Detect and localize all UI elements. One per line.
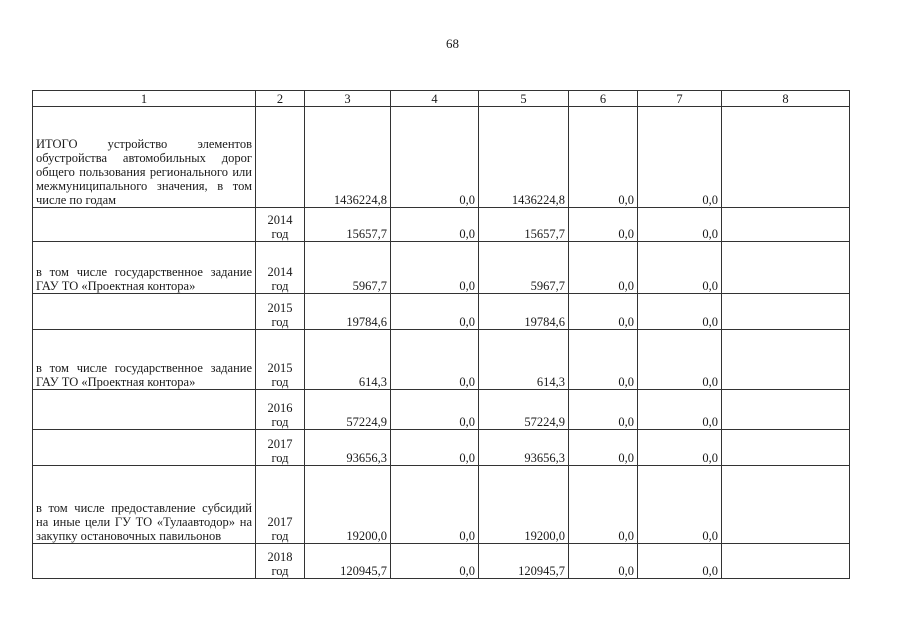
table-row [33, 330, 850, 390]
row-description: в том числе государственное задание ГАУ ТО «Проектная контора» [33, 330, 256, 390]
cell-col7: 0,0 [638, 430, 722, 466]
cell-col4: 0,0 [391, 544, 479, 579]
table-row [33, 208, 850, 242]
cell-col5: 15657,7 [479, 208, 569, 242]
cell-col7: 0,0 [638, 390, 722, 430]
cell-col5: 5967,7 [479, 242, 569, 294]
cell-col6: 0,0 [569, 544, 638, 579]
table-row [33, 466, 850, 544]
row-year: 2014 год [256, 208, 305, 242]
cell-col3: 57224,9 [305, 390, 391, 430]
cell-col3: 93656,3 [305, 430, 391, 466]
row-description: ИТОГО устройство элементов обустройства автомобильных дорог общего пользования регионального или межмуниципального значения, в том числе по годам [33, 107, 256, 208]
cell-col5: 1436224,8 [479, 107, 569, 208]
cell-col4: 0,0 [391, 107, 479, 208]
row-year [256, 107, 305, 208]
row-year: 2017 год [256, 430, 305, 466]
cell-col4: 0,0 [391, 430, 479, 466]
row-description: в том числе государственное задание ГАУ ТО «Проектная контора» [33, 242, 256, 294]
table-row [33, 390, 850, 430]
table-row [33, 242, 850, 294]
cell-col7: 0,0 [638, 330, 722, 390]
cell-col8 [722, 294, 850, 330]
cell-col7: 0,0 [638, 294, 722, 330]
row-description: в том числе предоставление субсидий на иные цели ГУ ТО «Тулаавтодор» на закупку остановочных павильонов [33, 466, 256, 544]
column-number: 4 [391, 91, 479, 107]
cell-col6: 0,0 [569, 330, 638, 390]
table-row [33, 107, 850, 208]
column-number: 2 [256, 91, 305, 107]
cell-col6: 0,0 [569, 466, 638, 544]
row-year: 2014 год [256, 242, 305, 294]
page-number: 68 [446, 36, 459, 51]
row-year: 2015 год [256, 330, 305, 390]
cell-col3: 1436224,8 [305, 107, 391, 208]
cell-col7: 0,0 [638, 107, 722, 208]
column-number: 6 [569, 91, 638, 107]
cell-col3: 15657,7 [305, 208, 391, 242]
column-number: 1 [33, 91, 256, 107]
row-year: 2017 год [256, 466, 305, 544]
row-description [33, 430, 256, 466]
row-year: 2018 год [256, 544, 305, 579]
column-number: 5 [479, 91, 569, 107]
cell-col8 [722, 107, 850, 208]
row-description [33, 390, 256, 430]
cell-col6: 0,0 [569, 107, 638, 208]
cell-col5: 614,3 [479, 330, 569, 390]
cell-col5: 19784,6 [479, 294, 569, 330]
column-number: 8 [722, 91, 850, 107]
column-number-row [33, 91, 850, 107]
row-description [33, 294, 256, 330]
cell-col5: 19200,0 [479, 466, 569, 544]
cell-col8 [722, 330, 850, 390]
cell-col7: 0,0 [638, 208, 722, 242]
column-number: 3 [305, 91, 391, 107]
table-row [33, 294, 850, 330]
cell-col4: 0,0 [391, 242, 479, 294]
cell-col3: 614,3 [305, 330, 391, 390]
cell-col7: 0,0 [638, 544, 722, 579]
table-row [33, 430, 850, 466]
cell-col8 [722, 390, 850, 430]
cell-col5: 57224,9 [479, 390, 569, 430]
row-year: 2016 год [256, 390, 305, 430]
cell-col6: 0,0 [569, 390, 638, 430]
cell-col4: 0,0 [391, 330, 479, 390]
cell-col6: 0,0 [569, 430, 638, 466]
cell-col4: 0,0 [391, 390, 479, 430]
budget-table [32, 90, 850, 579]
row-description [33, 544, 256, 579]
cell-col8 [722, 466, 850, 544]
cell-col6: 0,0 [569, 208, 638, 242]
cell-col6: 0,0 [569, 294, 638, 330]
cell-col5: 93656,3 [479, 430, 569, 466]
cell-col5: 120945,7 [479, 544, 569, 579]
cell-col3: 19200,0 [305, 466, 391, 544]
table-row [33, 544, 850, 579]
cell-col8 [722, 208, 850, 242]
cell-col6: 0,0 [569, 242, 638, 294]
cell-col8 [722, 242, 850, 294]
cell-col7: 0,0 [638, 242, 722, 294]
row-year: 2015 год [256, 294, 305, 330]
cell-col7: 0,0 [638, 466, 722, 544]
cell-col4: 0,0 [391, 208, 479, 242]
cell-col3: 120945,7 [305, 544, 391, 579]
cell-col8 [722, 544, 850, 579]
row-description [33, 208, 256, 242]
cell-col3: 19784,6 [305, 294, 391, 330]
cell-col4: 0,0 [391, 466, 479, 544]
column-number: 7 [638, 91, 722, 107]
cell-col3: 5967,7 [305, 242, 391, 294]
cell-col8 [722, 430, 850, 466]
cell-col4: 0,0 [391, 294, 479, 330]
